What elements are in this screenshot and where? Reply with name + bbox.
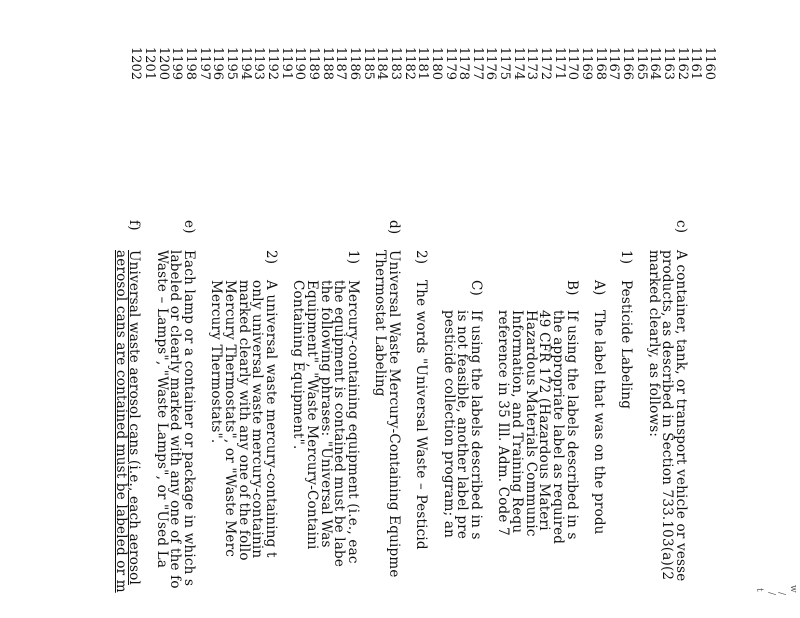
corner-mark: t	[754, 588, 764, 592]
paragraph-line: the appropriate label as required	[550, 310, 566, 545]
paragraph-line: Containing Equipment".	[290, 280, 306, 450]
paragraph-line: Waste – Lamps", "Waste Lamps", or "Used La	[154, 250, 170, 569]
line-number: 1198	[183, 46, 199, 80]
paragraph-line: The label that was on the produ	[591, 310, 607, 535]
item-label: C)	[468, 280, 484, 296]
line-number: 1187	[333, 46, 349, 80]
line-number: 1185	[360, 46, 376, 80]
paragraph-line: Mercury Thermostats", or "Waste Merc	[222, 280, 238, 558]
paragraph-line: A universal waste mercury-containing t	[263, 280, 279, 558]
line-number: 1162	[674, 46, 690, 80]
item-label: c)	[673, 220, 689, 234]
paragraph-line: labeled or clearly marked with any one of the fo	[167, 250, 183, 589]
item-label: A)	[591, 280, 607, 296]
line-number: 1199	[169, 46, 185, 80]
line-number: 1160	[702, 46, 717, 80]
line-number: 1175	[497, 46, 513, 80]
paragraph-line: products, as described in Section 733.103(a)(2	[659, 250, 675, 581]
paragraph-line: is not feasible, another label pre	[454, 310, 470, 540]
item-label: f)	[126, 220, 142, 231]
line-number: 1194	[237, 46, 253, 80]
paragraph-line: marked clearly with any one of the follo	[236, 280, 252, 561]
corner-mark: /	[766, 592, 776, 596]
paragraph-line: If using the labels described in s	[468, 310, 484, 540]
paragraph-line: marked clearly, as follows:	[646, 250, 662, 438]
line-number: 1191	[278, 46, 294, 80]
line-number: 1178	[456, 46, 472, 80]
line-number: 1188	[319, 46, 335, 80]
line-number: 1192	[265, 46, 280, 80]
paragraph-line-underlined: aerosol cans are contained must be labeled or m	[113, 250, 129, 593]
paragraph-line: If using the labels described in s	[564, 310, 580, 540]
line-number: 1165	[633, 46, 649, 80]
paragraph-line: Equipment", "Waste Mercury-Containi	[304, 280, 320, 550]
line-number: 1168	[592, 46, 608, 80]
line-number: 1174	[510, 46, 526, 80]
line-number: 1186	[346, 46, 362, 80]
line-number: 1197	[196, 46, 212, 80]
paragraph-line: the equipment is contained must be labe	[331, 280, 347, 568]
item-label: 2)	[413, 250, 429, 265]
paragraph-line: Mercury-containing equipment (i.e., eac	[345, 280, 361, 564]
line-number: 1201	[142, 46, 158, 80]
line-number: 1181	[415, 46, 431, 80]
paragraph-line: only universal waste mercury-containin	[249, 280, 265, 559]
paragraph-line: Each lamp or a container or package in which s	[181, 250, 197, 587]
line-number: 1195	[224, 46, 240, 80]
item-label: B)	[564, 280, 580, 296]
item-label: 1)	[618, 250, 634, 265]
line-number: 1167	[606, 46, 622, 80]
line-number: 1166	[620, 46, 636, 80]
line-number: 1161	[688, 46, 704, 80]
subheading: Pesticide Labeling	[618, 280, 634, 410]
paragraph-line: 49 CFR 172 (Hazardous Materi	[536, 310, 552, 531]
line-number: 1190	[292, 46, 308, 80]
line-number: 1189	[305, 46, 321, 80]
paragraph-line: A container, tank, or transport vehicle or vesse	[673, 250, 689, 582]
item-label: 1)	[345, 250, 361, 265]
paragraph-line: pesticide collection program; an	[441, 310, 457, 538]
line-number: 1184	[374, 46, 390, 80]
line-number: 1176	[483, 46, 499, 80]
paragraph-line: The words "Universal Waste – Pesticid	[413, 280, 429, 550]
line-number: 1183	[387, 46, 403, 80]
item-label: d)	[386, 220, 402, 235]
line-number: 1200	[155, 46, 171, 80]
paragraph-line-underlined: Universal waste aerosol cans (i.e., each aerosol	[126, 250, 142, 586]
line-number: 1180	[428, 46, 444, 80]
line-number: 1177	[469, 46, 485, 80]
paragraph-line: Mercury Thermostats".	[208, 280, 224, 444]
line-number: 1196	[210, 46, 226, 80]
line-number: 1169	[579, 46, 595, 80]
line-number: 1172	[538, 46, 554, 80]
corner-mark: w	[788, 585, 798, 593]
paragraph-line: reference in 35 Ill. Adm. Code 7	[495, 310, 511, 536]
item-label: 2)	[263, 250, 279, 265]
line-number: 1164	[647, 46, 663, 80]
paragraph-line: the following phrases: "Universal Was	[318, 280, 334, 548]
subheading: Universal Waste Mercury-Containing Equipme	[386, 250, 402, 578]
line-number: 1193	[251, 46, 267, 80]
item-label: e)	[181, 220, 197, 234]
corner-mark: /	[776, 592, 786, 596]
line-number: 1179	[442, 46, 458, 80]
line-number: 1171	[551, 46, 567, 80]
line-number: 1163	[661, 46, 677, 80]
paragraph-line: Information, and Training Requ	[509, 310, 525, 534]
paragraph-line: Hazardous Materials Communic	[523, 310, 539, 537]
subheading: Thermostat Labeling	[372, 250, 388, 397]
line-number: 1173	[524, 46, 540, 80]
line-number: 1170	[565, 46, 581, 80]
line-number: 1202	[128, 46, 144, 80]
line-number: 1182	[401, 46, 417, 80]
